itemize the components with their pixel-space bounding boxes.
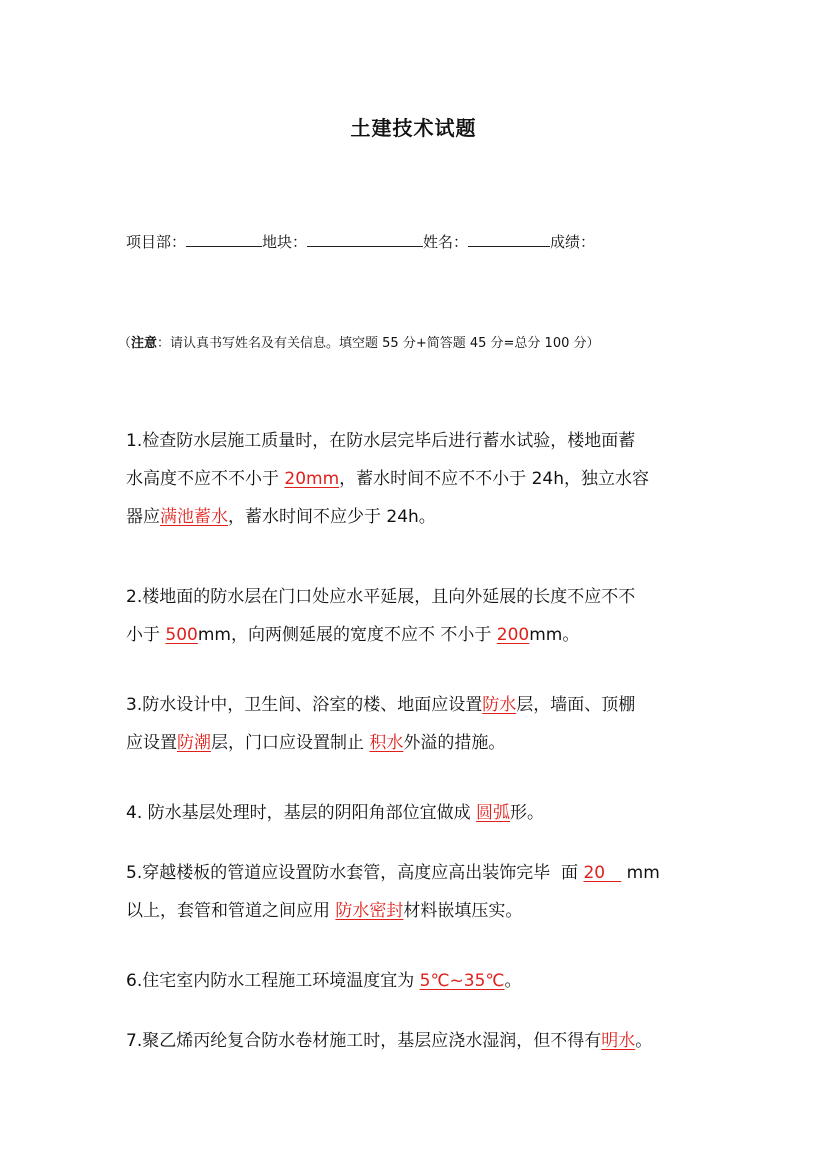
q3-text: 层，门口应设置制止 (211, 733, 370, 753)
q2-text: mm。 (529, 625, 580, 645)
question-3 (126, 686, 635, 762)
answer: 圆弧 (476, 803, 511, 823)
answer: 防潮 (177, 733, 211, 753)
question-2 (126, 578, 635, 654)
question-4 (126, 794, 544, 832)
q5-line1 (126, 854, 660, 892)
q3-text: 3.防水设计中，卫生间、浴室的楼、地面应设置 (126, 695, 483, 715)
page-title: 土建技术试题 (350, 116, 477, 140)
q2-text: 小于 (126, 625, 166, 645)
q2-line2 (126, 616, 635, 654)
project-label: 项目部： (126, 233, 187, 251)
question-7 (126, 1022, 652, 1060)
q5-text: 材料嵌填压实。 (403, 901, 523, 921)
q1-text: 水高度不应不不小于 (126, 469, 285, 489)
project-blank[interactable] (186, 232, 262, 247)
q1-line3 (126, 498, 649, 536)
q1-line2 (126, 460, 649, 498)
name-label: 姓名： (423, 233, 469, 251)
block-label: 地块： (262, 233, 308, 251)
answer: 5℃~35℃ (419, 971, 505, 991)
note-bold: 注意 (131, 336, 158, 351)
q7-text: 。 (635, 1031, 653, 1051)
answer: 明水 (601, 1031, 636, 1051)
q7-line1 (126, 1022, 652, 1060)
q1-text: 器应 (126, 507, 160, 527)
answer: 20 (583, 863, 622, 883)
answer: 防水 (482, 695, 517, 715)
answer: 积水 (369, 733, 404, 753)
q7-text: 7.聚乙烯丙纶复合防水卷材施工时，基层应浇水湿润，但不得有 (126, 1031, 602, 1051)
answer: 200 (496, 625, 530, 645)
q2-text: mm，向两侧延展的宽度不应不 不小于 (197, 625, 497, 645)
q3-text: 应设置 (126, 733, 177, 753)
block-blank[interactable] (307, 232, 423, 247)
q5-text: mm (621, 863, 660, 883)
q3-line1 (126, 686, 635, 724)
q3-text: 层，墙面、顶棚 (516, 695, 636, 715)
question-6 (126, 962, 522, 1000)
note-text: ：请认真书写姓名及有关信息。填空题 55 分+简答题 45 分=总分 100 分） (157, 336, 600, 351)
q5-line2 (126, 892, 660, 930)
q6-line1 (126, 962, 522, 1000)
score-label: 成绩： (550, 233, 596, 251)
q4-text: 形。 (510, 803, 545, 823)
info-line (126, 231, 595, 252)
answer: 20mm (284, 469, 340, 489)
q4-line1 (126, 794, 544, 832)
q5-text: 5.穿越楼板的管道应设置防水套管，高度应高出装饰完毕 面 (126, 863, 584, 883)
answer: 满池蓄水 (160, 507, 228, 527)
name-blank[interactable] (468, 232, 550, 247)
note-open: （ (118, 336, 132, 351)
q1-text: ，蓄水时间不应不不小于 24h，独立水容 (339, 469, 649, 489)
q6-text: 。 (504, 971, 522, 991)
question-1 (126, 422, 649, 536)
q3-text: 外溢的措施。 (403, 733, 506, 753)
q5-text: 以上，套管和管道之间应用 (126, 901, 336, 921)
q3-line2 (126, 724, 635, 762)
answer: 500 (165, 625, 198, 645)
q4-text: 4. 防水基层处理时，基层的阴阳角部位宜做成 (126, 803, 477, 823)
question-5 (126, 854, 660, 930)
exam-note (118, 332, 600, 351)
q2-line1: 2.楼地面的防水层在门口处应水平延展，且向外延展的长度不应不不 (126, 587, 636, 607)
q6-text: 6.住宅室内防水工程施工环境温度宜为 (126, 971, 420, 991)
q1-line1: 1.检查防水层施工质量时，在防水层完毕后进行蓄水试验，楼地面蓄 (126, 431, 636, 451)
answer: 防水密封 (335, 901, 404, 921)
q1-text: ，蓄水时间不应少于 24h。 (228, 507, 436, 527)
